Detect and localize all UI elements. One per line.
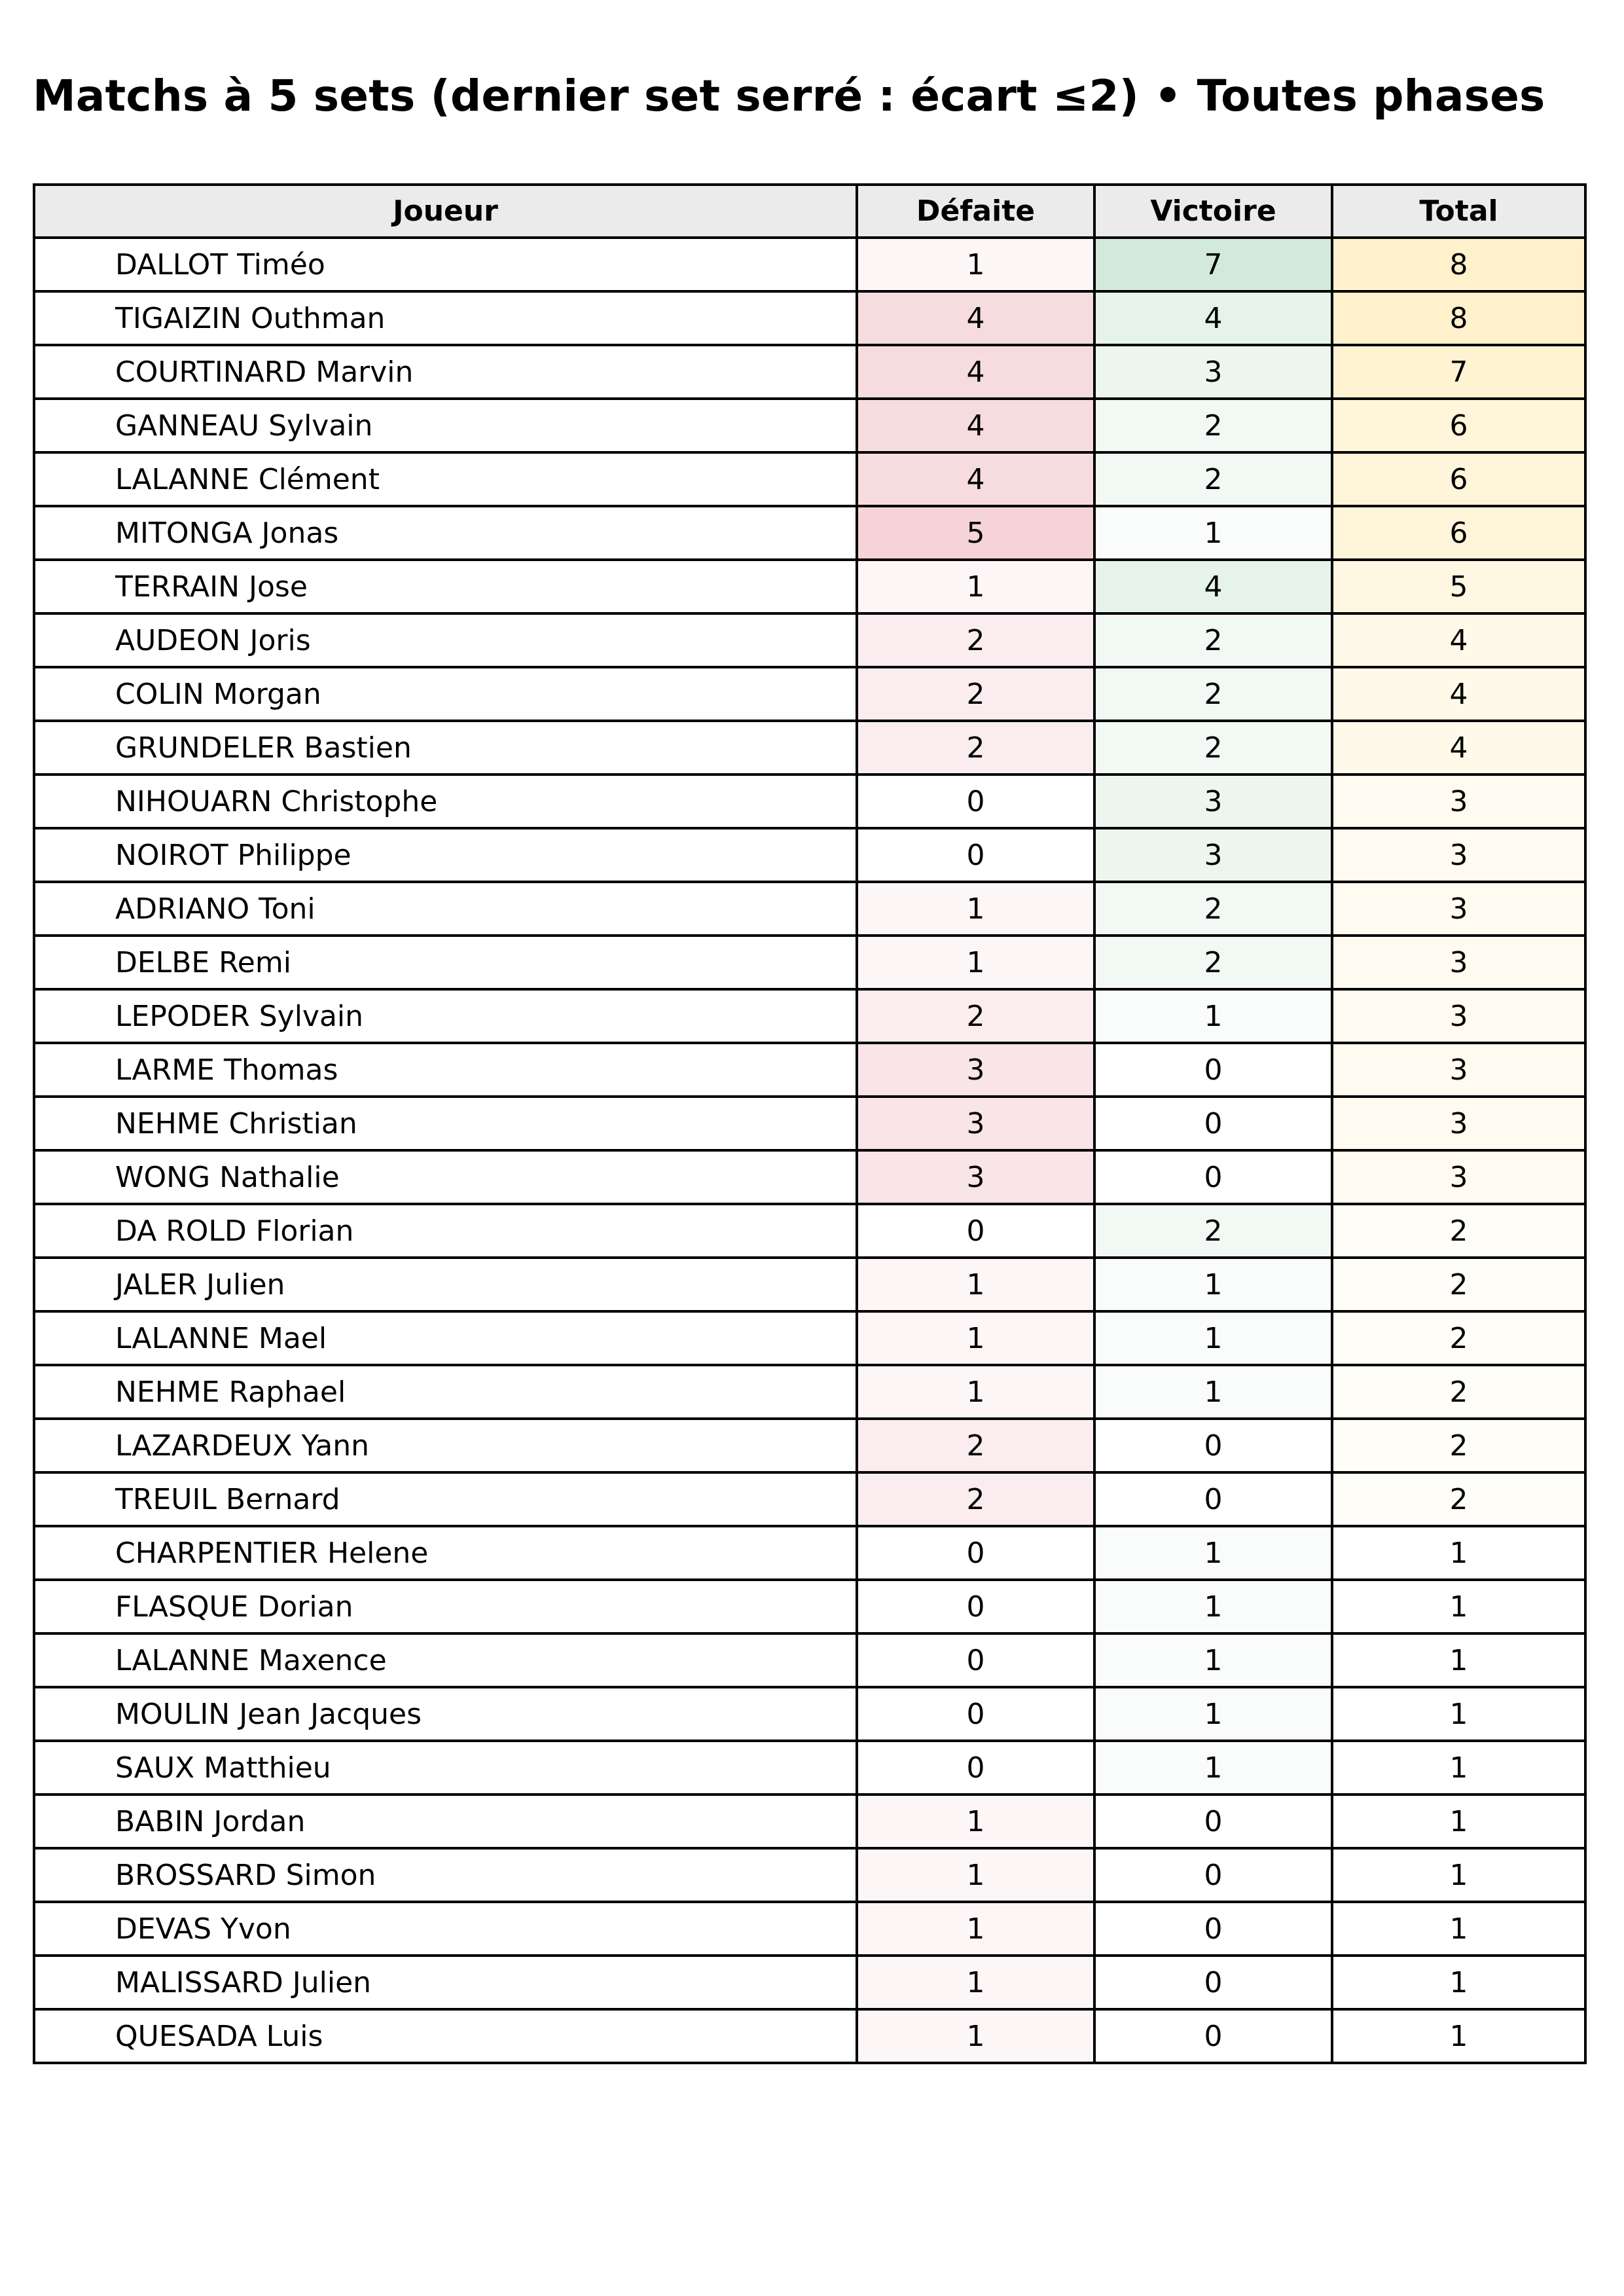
- player-name-cell: ADRIANO Toni: [34, 882, 857, 936]
- total-cell: 8: [1332, 238, 1585, 291]
- table-row: [34, 1526, 1585, 1580]
- table-row: [34, 345, 1585, 399]
- total-cell: 4: [1332, 721, 1585, 774]
- total-cell: 7: [1332, 345, 1585, 399]
- player-name-cell: TIGAIZIN Outhman: [34, 291, 857, 345]
- defaite-cell: 0: [857, 1580, 1094, 1633]
- defaite-cell: 2: [857, 1472, 1094, 1526]
- player-name-cell: MOULIN Jean Jacques: [34, 1687, 857, 1741]
- victoire-cell: 2: [1094, 936, 1332, 989]
- player-name-cell: LAZARDEUX Yann: [34, 1419, 857, 1472]
- total-cell: 3: [1332, 1150, 1585, 1204]
- player-name-cell: NIHOUARN Christophe: [34, 774, 857, 828]
- table-row: [34, 828, 1585, 882]
- defaite-cell: 1: [857, 1848, 1094, 1902]
- victoire-cell: 3: [1094, 828, 1332, 882]
- defaite-cell: 1: [857, 1365, 1094, 1419]
- table-header-row: [34, 185, 1585, 238]
- player-name-cell: AUDEON Joris: [34, 613, 857, 667]
- victoire-cell: 4: [1094, 291, 1332, 345]
- player-name-cell: FLASQUE Dorian: [34, 1580, 857, 1633]
- total-cell: 2: [1332, 1419, 1585, 1472]
- defaite-cell: 1: [857, 882, 1094, 936]
- column-header-joueur: Joueur: [34, 185, 857, 238]
- defaite-cell: 2: [857, 721, 1094, 774]
- table-row: [34, 291, 1585, 345]
- table-row: [34, 1902, 1585, 1956]
- victoire-cell: 0: [1094, 1472, 1332, 1526]
- player-name-cell: LALANNE Clément: [34, 452, 857, 506]
- player-name-cell: SAUX Matthieu: [34, 1741, 857, 1795]
- victoire-cell: 1: [1094, 1687, 1332, 1741]
- victoire-cell: 1: [1094, 1258, 1332, 1311]
- total-cell: 1: [1332, 1741, 1585, 1795]
- player-name-cell: BROSSARD Simon: [34, 1848, 857, 1902]
- defaite-cell: 5: [857, 506, 1094, 560]
- victoire-cell: 0: [1094, 1097, 1332, 1150]
- victoire-cell: 1: [1094, 506, 1332, 560]
- victoire-cell: 2: [1094, 1204, 1332, 1258]
- total-cell: 5: [1332, 560, 1585, 613]
- victoire-cell: 1: [1094, 1633, 1332, 1687]
- table-row: [34, 1741, 1585, 1795]
- defaite-cell: 1: [857, 2009, 1094, 2063]
- defaite-cell: 1: [857, 936, 1094, 989]
- player-name-cell: LALANNE Mael: [34, 1311, 857, 1365]
- total-cell: 1: [1332, 1848, 1585, 1902]
- victoire-cell: 0: [1094, 1419, 1332, 1472]
- table-row: [34, 1795, 1585, 1848]
- defaite-cell: 2: [857, 1419, 1094, 1472]
- table-row: [34, 506, 1585, 560]
- player-name-cell: CHARPENTIER Helene: [34, 1526, 857, 1580]
- table-row: [34, 452, 1585, 506]
- total-cell: 6: [1332, 452, 1585, 506]
- victoire-cell: 0: [1094, 1795, 1332, 1848]
- victoire-cell: 1: [1094, 1311, 1332, 1365]
- table-row: [34, 1472, 1585, 1526]
- victoire-cell: 0: [1094, 1902, 1332, 1956]
- table-row: [34, 1956, 1585, 2009]
- total-cell: 1: [1332, 1795, 1585, 1848]
- victoire-cell: 1: [1094, 1365, 1332, 1419]
- player-name-cell: GRUNDELER Bastien: [34, 721, 857, 774]
- defaite-cell: 0: [857, 1687, 1094, 1741]
- defaite-cell: 1: [857, 1795, 1094, 1848]
- table-row: [34, 399, 1585, 452]
- total-cell: 4: [1332, 613, 1585, 667]
- table-row: [34, 1311, 1585, 1365]
- table-row: [34, 1258, 1585, 1311]
- table-row: [34, 613, 1585, 667]
- victoire-cell: 0: [1094, 2009, 1332, 2063]
- total-cell: 1: [1332, 1580, 1585, 1633]
- victoire-cell: 2: [1094, 721, 1332, 774]
- defaite-cell: 3: [857, 1097, 1094, 1150]
- table-row: [34, 1580, 1585, 1633]
- total-cell: 3: [1332, 936, 1585, 989]
- total-cell: 3: [1332, 774, 1585, 828]
- victoire-cell: 0: [1094, 1956, 1332, 2009]
- total-cell: 6: [1332, 399, 1585, 452]
- player-name-cell: COLIN Morgan: [34, 667, 857, 721]
- player-name-cell: QUESADA Luis: [34, 2009, 857, 2063]
- victoire-cell: 7: [1094, 238, 1332, 291]
- total-cell: 2: [1332, 1311, 1585, 1365]
- table-row: [34, 238, 1585, 291]
- table-row: [34, 2009, 1585, 2063]
- table-row: [34, 1365, 1585, 1419]
- player-name-cell: JALER Julien: [34, 1258, 857, 1311]
- player-name-cell: MALISSARD Julien: [34, 1956, 857, 2009]
- victoire-cell: 3: [1094, 774, 1332, 828]
- table-body: [34, 238, 1585, 2063]
- table-row: [34, 882, 1585, 936]
- table-row: [34, 560, 1585, 613]
- victoire-cell: 0: [1094, 1848, 1332, 1902]
- total-cell: 4: [1332, 667, 1585, 721]
- table-row: [34, 1204, 1585, 1258]
- total-cell: 1: [1332, 1956, 1585, 2009]
- total-cell: 8: [1332, 291, 1585, 345]
- defaite-cell: 3: [857, 1043, 1094, 1097]
- player-name-cell: BABIN Jordan: [34, 1795, 857, 1848]
- victoire-cell: 4: [1094, 560, 1332, 613]
- total-cell: 1: [1332, 1526, 1585, 1580]
- total-cell: 1: [1332, 1687, 1585, 1741]
- defaite-cell: 3: [857, 1150, 1094, 1204]
- player-name-cell: COURTINARD Marvin: [34, 345, 857, 399]
- defaite-cell: 1: [857, 238, 1094, 291]
- total-cell: 3: [1332, 989, 1585, 1043]
- defaite-cell: 0: [857, 1204, 1094, 1258]
- defaite-cell: 0: [857, 1741, 1094, 1795]
- victoire-cell: 3: [1094, 345, 1332, 399]
- defaite-cell: 4: [857, 399, 1094, 452]
- defaite-cell: 2: [857, 613, 1094, 667]
- victoire-cell: 2: [1094, 613, 1332, 667]
- player-name-cell: NEHME Christian: [34, 1097, 857, 1150]
- stats-table: [33, 183, 1587, 2064]
- victoire-cell: 2: [1094, 882, 1332, 936]
- victoire-cell: 2: [1094, 399, 1332, 452]
- table-row: [34, 1043, 1585, 1097]
- player-name-cell: GANNEAU Sylvain: [34, 399, 857, 452]
- table-row: [34, 1150, 1585, 1204]
- total-cell: 2: [1332, 1472, 1585, 1526]
- defaite-cell: 4: [857, 345, 1094, 399]
- total-cell: 3: [1332, 828, 1585, 882]
- victoire-cell: 0: [1094, 1043, 1332, 1097]
- victoire-cell: 1: [1094, 989, 1332, 1043]
- player-name-cell: NOIROT Philippe: [34, 828, 857, 882]
- victoire-cell: 2: [1094, 452, 1332, 506]
- player-name-cell: WONG Nathalie: [34, 1150, 857, 1204]
- column-header-victoire: Victoire: [1094, 185, 1332, 238]
- player-name-cell: MITONGA Jonas: [34, 506, 857, 560]
- player-name-cell: DALLOT Timéo: [34, 238, 857, 291]
- defaite-cell: 4: [857, 291, 1094, 345]
- player-name-cell: LALANNE Maxence: [34, 1633, 857, 1687]
- table-row: [34, 989, 1585, 1043]
- defaite-cell: 1: [857, 1258, 1094, 1311]
- defaite-cell: 0: [857, 1526, 1094, 1580]
- total-cell: 2: [1332, 1258, 1585, 1311]
- player-name-cell: DA ROLD Florian: [34, 1204, 857, 1258]
- victoire-cell: 1: [1094, 1741, 1332, 1795]
- table-row: [34, 936, 1585, 989]
- victoire-cell: 1: [1094, 1580, 1332, 1633]
- player-name-cell: DEVAS Yvon: [34, 1902, 857, 1956]
- defaite-cell: 1: [857, 1311, 1094, 1365]
- table-row: [34, 667, 1585, 721]
- victoire-cell: 2: [1094, 667, 1332, 721]
- defaite-cell: 0: [857, 828, 1094, 882]
- defaite-cell: 0: [857, 1633, 1094, 1687]
- total-cell: 3: [1332, 882, 1585, 936]
- total-cell: 2: [1332, 1365, 1585, 1419]
- total-cell: 2: [1332, 1204, 1585, 1258]
- table-row: [34, 721, 1585, 774]
- total-cell: 6: [1332, 506, 1585, 560]
- player-name-cell: TREUIL Bernard: [34, 1472, 857, 1526]
- total-cell: 3: [1332, 1043, 1585, 1097]
- player-name-cell: DELBE Remi: [34, 936, 857, 989]
- total-cell: 1: [1332, 1902, 1585, 1956]
- column-header-total: Total: [1332, 185, 1585, 238]
- victoire-cell: 1: [1094, 1526, 1332, 1580]
- player-name-cell: TERRAIN Jose: [34, 560, 857, 613]
- victoire-cell: 0: [1094, 1150, 1332, 1204]
- total-cell: 1: [1332, 2009, 1585, 2063]
- page-title: Matchs à 5 sets (dernier set serré : écart ≤2) • Toutes phases: [33, 71, 1545, 121]
- table-row: [34, 1848, 1585, 1902]
- column-header-defaite: Défaite: [857, 185, 1094, 238]
- total-cell: 3: [1332, 1097, 1585, 1150]
- defaite-cell: 0: [857, 774, 1094, 828]
- defaite-cell: 4: [857, 452, 1094, 506]
- player-name-cell: LEPODER Sylvain: [34, 989, 857, 1043]
- table-row: [34, 1419, 1585, 1472]
- player-name-cell: NEHME Raphael: [34, 1365, 857, 1419]
- defaite-cell: 1: [857, 1956, 1094, 2009]
- defaite-cell: 1: [857, 560, 1094, 613]
- table-row: [34, 1687, 1585, 1741]
- table-row: [34, 774, 1585, 828]
- table-row: [34, 1097, 1585, 1150]
- table-row: [34, 1633, 1585, 1687]
- defaite-cell: 2: [857, 989, 1094, 1043]
- total-cell: 1: [1332, 1633, 1585, 1687]
- player-name-cell: LARME Thomas: [34, 1043, 857, 1097]
- defaite-cell: 1: [857, 1902, 1094, 1956]
- defaite-cell: 2: [857, 667, 1094, 721]
